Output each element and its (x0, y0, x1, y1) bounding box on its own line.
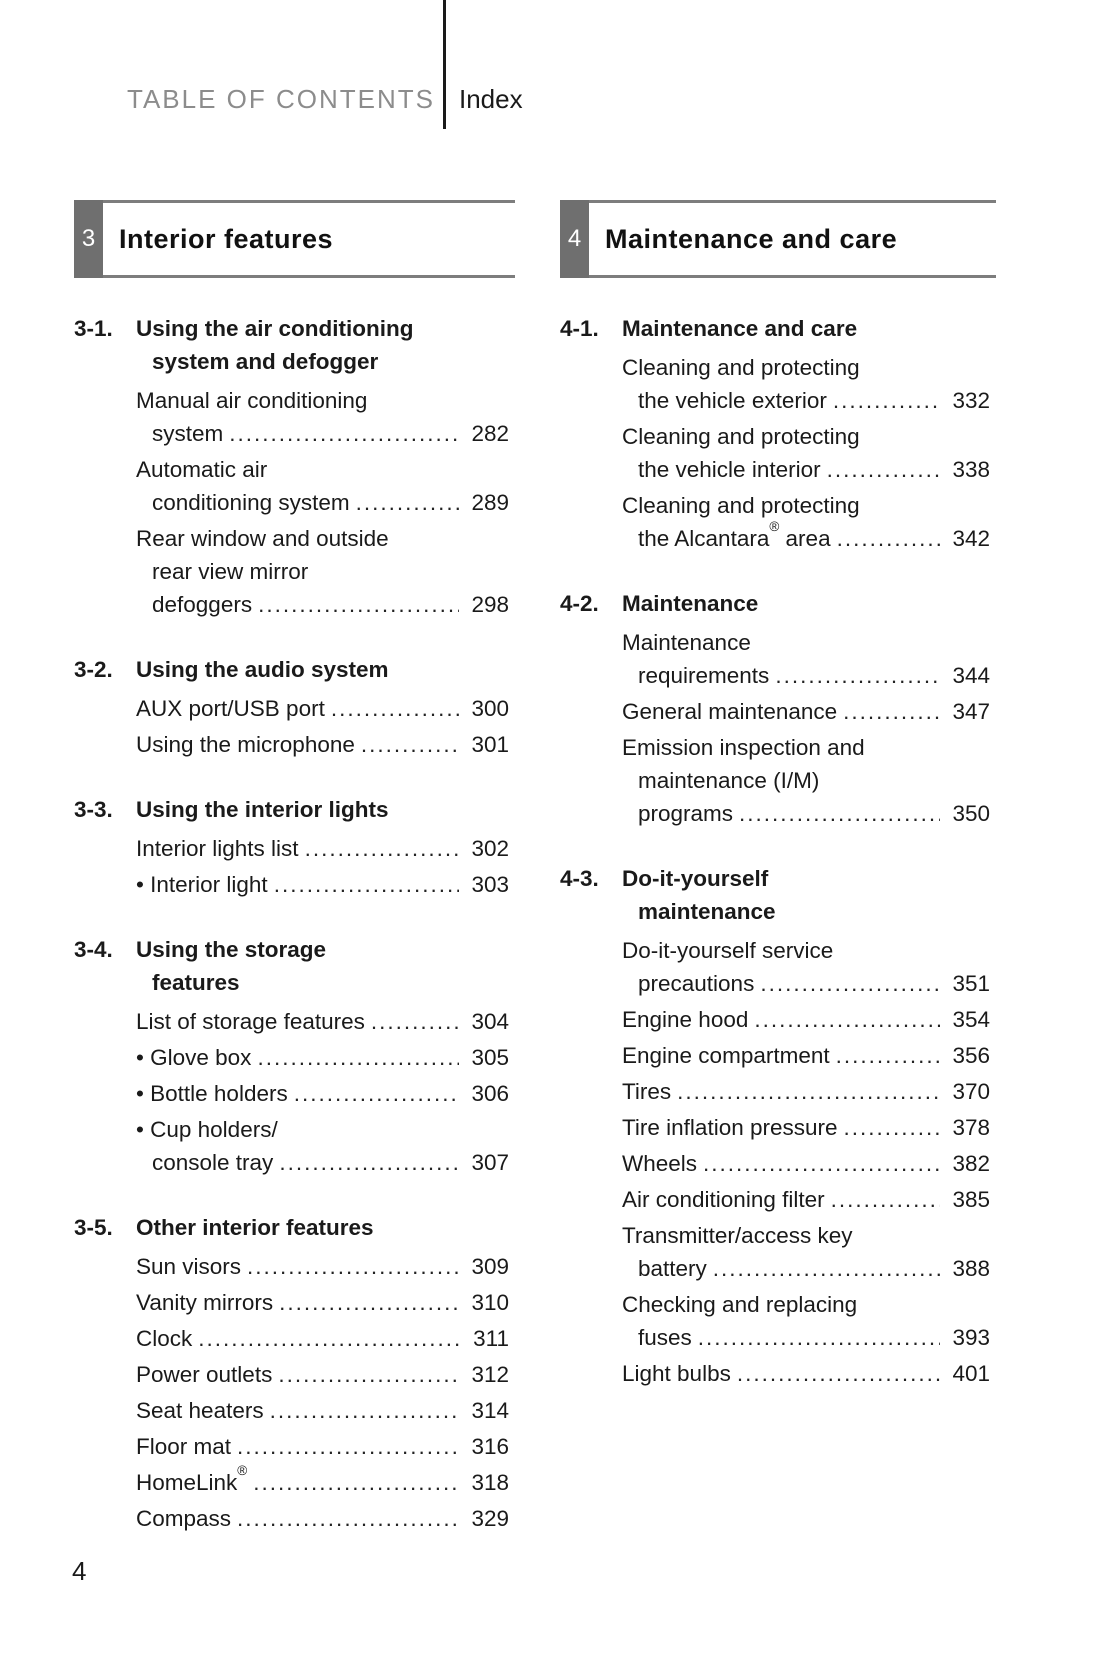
section-title (136, 933, 509, 999)
section-list (560, 312, 996, 1390)
chapter-column-4 (560, 200, 996, 1393)
section-title-line: Using the interior lights (136, 797, 389, 822)
footer-page-number: 4 (72, 1556, 87, 1586)
entry-text: Tire inflation pressure (622, 1115, 838, 1140)
page-ref: 393 (952, 1325, 990, 1350)
entry-last-line (136, 1250, 509, 1283)
toc-entry (136, 1041, 509, 1074)
entry-text: List of storage features (136, 1009, 365, 1034)
toc-entry (622, 731, 990, 830)
entry-text: Engine compartment (622, 1043, 830, 1068)
page-ref: 351 (952, 971, 990, 996)
section-number: 3-3. (74, 797, 113, 822)
chapter-title: Interior features (119, 223, 334, 254)
section-title-line: Maintenance (622, 591, 759, 616)
section-number: 3-2. (74, 657, 113, 682)
toc-entry (136, 1394, 509, 1427)
page-ref: 378 (952, 1115, 990, 1140)
page-ref: 370 (952, 1079, 990, 1104)
entry-line: maintenance (I/M) (638, 768, 820, 793)
toc-entry (136, 1463, 509, 1499)
entry-text: programs (638, 801, 734, 826)
entry-text: Clock (136, 1326, 193, 1351)
toc-section (560, 587, 990, 830)
dot-leader (356, 486, 460, 519)
dot-leader (713, 1252, 941, 1285)
toc-entry (622, 1111, 990, 1144)
entry-last-line (622, 1321, 990, 1354)
toc-entry (622, 626, 990, 692)
toc-entry (622, 1288, 990, 1354)
entry-last-line (136, 1358, 509, 1391)
entry-last-line (622, 659, 990, 692)
dot-leader (279, 1146, 459, 1179)
section-heading (74, 312, 509, 378)
page-ref: 312 (471, 1362, 509, 1387)
page-ref: 316 (471, 1434, 509, 1459)
entry-last-line (136, 486, 509, 519)
page-ref: 382 (952, 1151, 990, 1176)
entry-text: AUX port/USB port (136, 696, 325, 721)
entry-last-line (622, 519, 990, 555)
section-title-line: Using the storage (136, 937, 327, 962)
entry-text: Wheels (622, 1151, 698, 1176)
entry-line: Cleaning and protecting (622, 493, 860, 518)
index-label: Index (459, 84, 523, 114)
dot-leader (677, 1075, 940, 1108)
chapter-banner (560, 200, 996, 278)
toc-entry (136, 692, 509, 725)
dot-leader (760, 967, 940, 1000)
section-heading (560, 862, 990, 928)
page-ref: 356 (952, 1043, 990, 1068)
page-ref: 304 (471, 1009, 509, 1034)
section-heading (560, 587, 990, 620)
section-number: 3-1. (74, 316, 113, 341)
entry-line: Automatic air (136, 457, 268, 482)
page-ref: 298 (471, 592, 509, 617)
section-title (622, 312, 990, 345)
page-ref: 388 (952, 1256, 990, 1281)
entry-text: defoggers (152, 592, 253, 617)
entry-text: the Alcantara® area (638, 519, 831, 551)
entry-text: fuses (638, 1325, 692, 1350)
entry-text: Tires (622, 1079, 672, 1104)
page-ref: 344 (952, 663, 990, 688)
entry-last-line (136, 1322, 509, 1355)
dot-leader (831, 1183, 941, 1216)
toc-entry (136, 384, 509, 450)
dot-leader (833, 384, 941, 417)
page-ref: 329 (471, 1506, 509, 1531)
entry-text: • Glove box (136, 1045, 252, 1070)
toc-entry (622, 1075, 990, 1108)
dot-leader (843, 695, 940, 728)
toc-entry (622, 1147, 990, 1180)
entry-text: battery (638, 1256, 707, 1281)
toc-entry (136, 728, 509, 761)
entry-text: Air conditioning filter (622, 1187, 825, 1212)
entry-text: Engine hood (622, 1007, 749, 1032)
section-heading (560, 312, 990, 345)
entry-last-line (136, 1394, 509, 1427)
dot-leader (237, 1502, 459, 1535)
entry-last-line (622, 1039, 990, 1072)
entry-text: Seat heaters (136, 1398, 264, 1423)
toc-entry (622, 1183, 990, 1216)
dot-leader (331, 692, 460, 725)
dot-leader (836, 1039, 941, 1072)
entry-last-line (136, 1286, 509, 1319)
entry-text: Floor mat (136, 1434, 232, 1459)
toc-entry (136, 1250, 509, 1283)
entry-line: Rear window and outside (136, 526, 389, 551)
dot-leader (274, 868, 460, 901)
page-ref: 338 (952, 457, 990, 482)
section-title-line: Other interior features (136, 1215, 374, 1240)
entry-line: • Cup holders/ (136, 1117, 278, 1142)
entry-text: Power outlets (136, 1362, 273, 1387)
toc-entry (136, 1358, 509, 1391)
toc-section (74, 312, 509, 621)
dot-leader (305, 832, 460, 865)
page-ref: 314 (471, 1398, 509, 1423)
entry-line: Maintenance (622, 630, 751, 655)
toc-entry (622, 1039, 990, 1072)
page-ref: 307 (471, 1150, 509, 1175)
dot-leader (198, 1322, 461, 1355)
entry-last-line (622, 695, 990, 728)
entry-text: conditioning system (152, 490, 350, 515)
entry-line: Manual air conditioning (136, 388, 368, 413)
registered-mark-icon: ® (237, 1463, 248, 1479)
registered-mark-icon: ® (769, 519, 780, 535)
toc-section (560, 312, 990, 555)
section-number: 3-4. (74, 937, 113, 962)
section-title (136, 312, 509, 378)
entry-text: the vehicle exterior (638, 388, 827, 413)
dot-leader (844, 1111, 941, 1144)
dot-leader (775, 659, 940, 692)
dot-leader (278, 1358, 459, 1391)
header-divider (443, 0, 446, 129)
entry-text: General maintenance (622, 699, 838, 724)
section-title-line: Using the audio system (136, 657, 389, 682)
section-title-line: Do-it-yourself (622, 866, 769, 891)
entry-text: Using the microphone (136, 732, 355, 757)
entry-last-line (136, 1041, 509, 1074)
entry-last-line (622, 1111, 990, 1144)
entry-text: • Bottle holders (136, 1081, 288, 1106)
entry-text: Interior lights list (136, 836, 299, 861)
page-ref: 300 (471, 696, 509, 721)
section-title-line: Using the air conditioning (136, 316, 414, 341)
entry-last-line (622, 1252, 990, 1285)
entry-last-line (136, 1430, 509, 1463)
dot-leader (257, 1041, 459, 1074)
page-ref: 302 (471, 836, 509, 861)
entry-line: Cleaning and protecting (622, 355, 860, 380)
entry-last-line (136, 1502, 509, 1535)
page-ref: 350 (952, 801, 990, 826)
entry-last-line (136, 417, 509, 450)
dot-leader (739, 797, 940, 830)
page-ref: 306 (471, 1081, 509, 1106)
dot-leader (229, 417, 459, 450)
chapter-column-3 (74, 200, 515, 1538)
section-number: 4-1. (560, 316, 599, 341)
entry-last-line (622, 384, 990, 417)
entry-last-line (622, 1075, 990, 1108)
section-heading (74, 653, 509, 686)
chapter-banner (74, 200, 515, 278)
toc-section (74, 653, 509, 761)
dot-leader (270, 1394, 460, 1427)
toc-entry (136, 1113, 509, 1179)
entry-text: Compass (136, 1506, 232, 1531)
section-title (622, 862, 990, 928)
dot-leader (698, 1321, 941, 1354)
page-ref: 289 (471, 490, 509, 515)
dot-leader (258, 588, 459, 621)
entry-text: • Interior light (136, 872, 268, 897)
chapter-tab-number: 3 (74, 200, 103, 278)
page-ref: 347 (952, 699, 990, 724)
entry-last-line (136, 728, 509, 761)
entry-last-line (622, 1147, 990, 1180)
toc-entry (622, 1219, 990, 1285)
entry-line: rear view mirror (152, 559, 309, 584)
entry-last-line (622, 1003, 990, 1036)
toc-entry (622, 1357, 990, 1390)
entry-text: console tray (152, 1150, 274, 1175)
toc-entry (622, 351, 990, 417)
page-ref: 354 (952, 1007, 990, 1032)
entry-last-line (622, 453, 990, 486)
chapter-tab-number: 4 (560, 200, 589, 278)
page-ref: 342 (952, 526, 990, 551)
toc-entry (136, 1322, 509, 1355)
toc-entry (136, 453, 509, 519)
section-title-line: Maintenance and care (622, 316, 858, 341)
dot-leader (253, 1466, 459, 1499)
toc-section (74, 1211, 509, 1535)
toc-entry (622, 695, 990, 728)
entry-line: Do-it-yourself service (622, 938, 834, 963)
section-title (136, 1211, 509, 1244)
toc-entry (136, 832, 509, 865)
entry-text: Light bulbs (622, 1361, 731, 1386)
section-title-line: system and defogger (152, 349, 379, 374)
dot-leader (827, 453, 941, 486)
section-number: 3-5. (74, 1215, 113, 1240)
page-ref: 318 (471, 1470, 509, 1495)
section-heading (74, 933, 509, 999)
toc-section (74, 793, 509, 901)
entry-text: the vehicle interior (638, 457, 821, 482)
page-ref: 305 (471, 1045, 509, 1070)
entry-line: Cleaning and protecting (622, 424, 860, 449)
dot-leader (294, 1077, 460, 1110)
entry-line: Checking and replacing (622, 1292, 858, 1317)
section-number: 4-2. (560, 591, 599, 616)
section-title-line: features (152, 970, 240, 995)
toc-entry (136, 1005, 509, 1038)
dot-leader (237, 1430, 459, 1463)
page-ref: 301 (471, 732, 509, 757)
toc-section (74, 933, 509, 1179)
chapter-title: Maintenance and care (605, 223, 898, 254)
page-ref: 282 (471, 421, 509, 446)
entry-last-line (136, 588, 509, 621)
page-ref: 303 (471, 872, 509, 897)
toc-header-label: TABLE OF CONTENTS (127, 84, 435, 114)
section-list (74, 312, 515, 1535)
entry-text: HomeLink® (136, 1463, 248, 1495)
section-title (622, 587, 990, 620)
entry-last-line (622, 797, 990, 830)
page-ref: 385 (952, 1187, 990, 1212)
chapter-banner-body (103, 200, 515, 278)
page-ref: 332 (952, 388, 990, 413)
toc-entry (136, 522, 509, 621)
dot-leader (371, 1005, 460, 1038)
toc-entry (136, 1286, 509, 1319)
section-heading (74, 793, 509, 826)
toc-entry (622, 489, 990, 555)
page-ref: 310 (471, 1290, 509, 1315)
entry-last-line (136, 1005, 509, 1038)
entry-last-line (136, 832, 509, 865)
section-heading (74, 1211, 509, 1244)
entry-text: requirements (638, 663, 770, 688)
entry-text: Sun visors (136, 1254, 242, 1279)
toc-entry (136, 1430, 509, 1463)
entry-text: system (152, 421, 224, 446)
entry-last-line (622, 1357, 990, 1390)
dot-leader (737, 1357, 941, 1390)
page-ref: 309 (471, 1254, 509, 1279)
page-ref: 401 (952, 1361, 990, 1386)
dot-leader (754, 1003, 940, 1036)
entry-line: Transmitter/access key (622, 1223, 853, 1248)
toc-entry (622, 1003, 990, 1036)
page-ref: 311 (473, 1326, 509, 1351)
dot-leader (361, 728, 460, 761)
entry-line: Emission inspection and (622, 735, 865, 760)
entry-last-line (136, 1077, 509, 1110)
entry-text: Vanity mirrors (136, 1290, 274, 1315)
entry-last-line (136, 1146, 509, 1179)
entry-last-line (622, 1183, 990, 1216)
dot-leader (279, 1286, 459, 1319)
entry-last-line (622, 967, 990, 1000)
toc-entry (622, 934, 990, 1000)
toc-entry (622, 420, 990, 486)
dot-leader (703, 1147, 940, 1180)
chapter-banner-body (589, 200, 996, 278)
section-title-line: maintenance (638, 899, 776, 924)
entry-last-line (136, 868, 509, 901)
dot-leader (247, 1250, 459, 1283)
toc-entry (136, 868, 509, 901)
section-title (136, 793, 509, 826)
toc-entry (136, 1077, 509, 1110)
toc-entry (136, 1502, 509, 1535)
toc-section (560, 862, 990, 1390)
section-number: 4-3. (560, 866, 599, 891)
entry-text: precautions (638, 971, 755, 996)
entry-last-line (136, 1463, 509, 1499)
dot-leader (837, 522, 941, 555)
section-title (136, 653, 509, 686)
entry-last-line (136, 692, 509, 725)
